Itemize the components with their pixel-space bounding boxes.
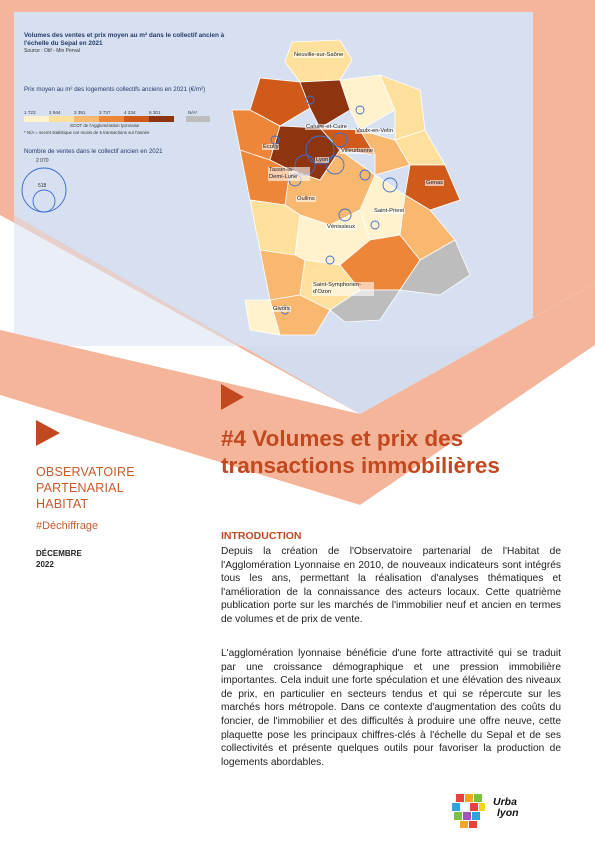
logo-line: Urba [493,796,517,808]
legend-tick: 2 944 [49,110,61,115]
legend-tick: 3 351 [74,110,86,115]
legend-swatch [149,116,174,122]
map-label-tassin: Tassin-la-Demi-Lune [268,167,310,181]
map-label-vaulx: Vaulx-en-Velin [356,128,393,134]
legend-na-label: N/A* [188,110,198,115]
urbalyon-logo-icon [448,790,488,830]
intro-paragraph: Depuis la création de l'Observatoire partenarial de l'Habitat de l'Agglomération Lyonnaise en 2010, de nouveaux indicateurs sont intégrés tous les ans, permettant la réalisation d'analyses thématiques et l'amélioration de la connaissance des acteurs locaux. Cette quatrième publication porte sur les marchés de l'immobilier neuf et ancien en termes de volumes et de prix de vente. [221,546,561,625]
map-label-genas: Genas [426,180,444,186]
map-label-saint-priest: Saint-Priest [374,208,404,214]
map-label-givors: Givors [273,306,290,312]
publication-date [36,548,82,570]
legend-sales-value: 518 [38,183,47,189]
legend-tick: 3 737 [99,110,111,115]
map-label-venissieux: Vénissieux [327,224,356,230]
page-title: #4 Volumes et prix des transactions immobilières [221,426,500,478]
legend-tick: 1 723 [24,110,36,115]
observatoire-label [36,464,135,512]
logo-text [493,797,519,819]
logo-line: lyon [497,807,519,819]
map-label-neuville: Neuville-sur-Saône [294,52,344,58]
map-title: Volumes des ventes et prix moyen au m² dans le collectif ancien à l'échelle du Sepal en 2021 [24,32,225,47]
map-label-ecully: Écully [263,144,279,150]
observatoire-line: OBSERVATOIRE [36,465,135,479]
legend-swatch [74,116,99,122]
map-label-oullins: Oullins [297,196,315,202]
legend-swatch [124,116,149,122]
observatoire-line: PARTENARIAL [36,481,124,495]
hashtag: #Déchiffrage [36,520,99,532]
legend-swatch [49,116,74,122]
observatoire-line: HABITAT [36,497,89,511]
legend-swatch [99,116,124,122]
legend-swatch [24,116,49,122]
legend-sales-title: Nombre de ventes dans le collectif ancien en 2021 [24,148,163,155]
legend-scot: SCOT de l'Agglomération lyonnaise [70,123,140,128]
map-label-villeurbanne: Villeurbanne [341,148,374,154]
legend-tick: 4 234 [124,110,136,115]
legend-na-swatch [186,116,210,122]
legend-color-bar [24,116,174,122]
map-label-lyon: Lyon [316,157,329,163]
intro-label: INTRODUCTION [221,530,302,542]
legend-note: * N/A = secret statistique car moins de 5 transactions sur l'année [24,130,150,135]
map-label-caluire: Caluire-et-Cuire [306,124,347,130]
legend-sales-value: 2 070 [36,158,49,164]
map-source: Source : Otif - Min Perval [24,48,80,54]
intro-paragraph: L'agglomération lyonnaise bénéficie d'une forte attractivité qui se traduit par une croissance démographique et une pression immobilière importantes. Cela induit une forte spéculation et une élévation des niveaux de prix, en particulier en secteurs tendus et qui se répercute sur les marchés hors métropole. Dans ce contexte d'augmentation des coûts du foncier, de l'immobilier et des difficultés à produire une offre neuve, cette plaquette pose les principaux chiffres-clés à l'échelle du Sepal et de ses collectivités et présente quelques outils pour favoriser la production de logements abordables. [221,648,561,768]
date-month: DÉCEMBRE [36,549,82,558]
date-year: 2022 [36,560,54,569]
map-label-saint-symphorien: Saint-Symphorien-d'Ozon [312,282,374,296]
legend-tick: 6 301 [149,110,161,115]
legend-price-title: Prix moyen au m² des logements collectifs anciens en 2021 (€/m²) [24,86,206,93]
